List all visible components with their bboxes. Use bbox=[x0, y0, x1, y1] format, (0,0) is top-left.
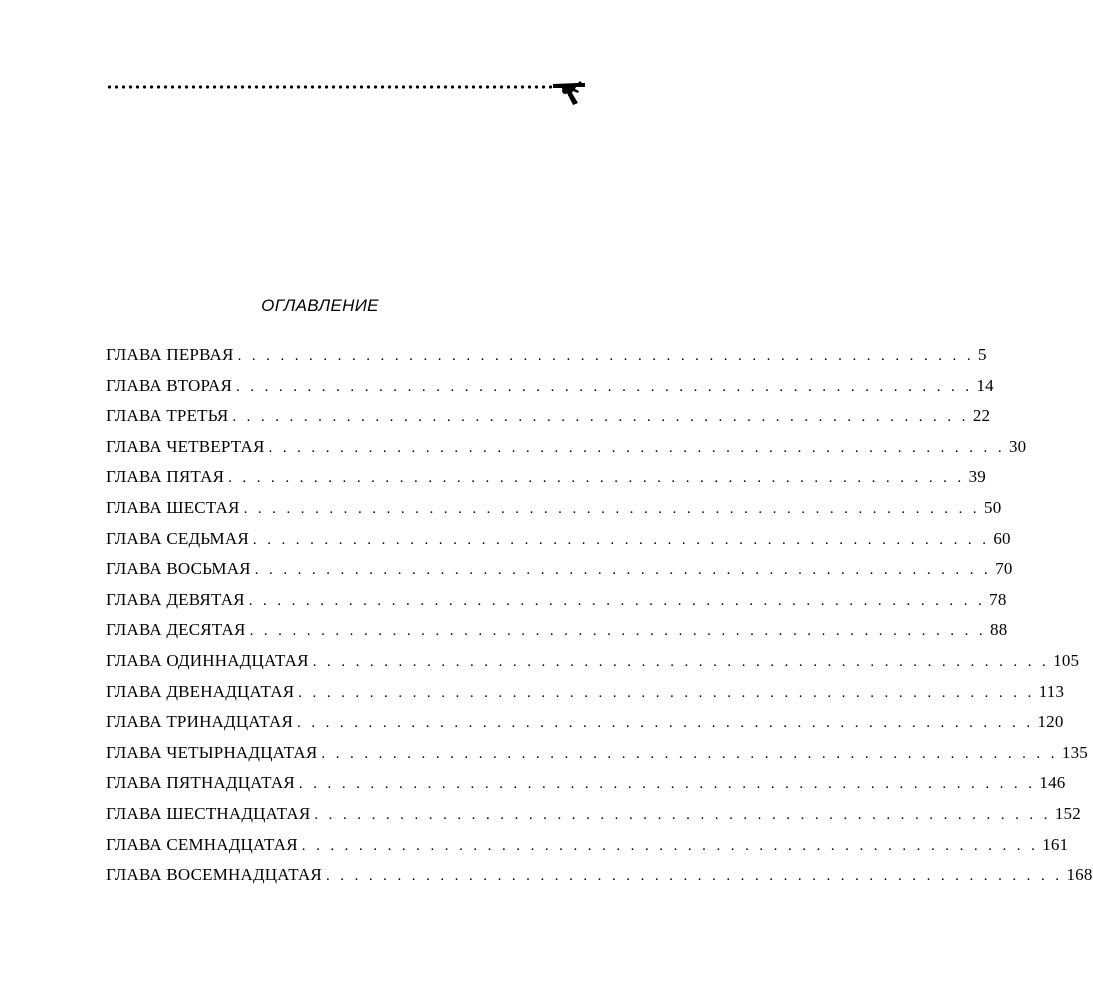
toc-entry-label: ГЛАВА ПЕРВАЯ bbox=[106, 345, 234, 364]
toc-entry-page: 78 bbox=[989, 589, 1007, 609]
toc-entry-page: 135 bbox=[1061, 742, 1088, 762]
toc-leader: . . . . . . . . . . . . . . . . . . . . . . . . . . . . . . . . . . . . . . . . . . . . . . . . . . . . bbox=[321, 745, 1058, 762]
toc-entry-label: ГЛАВА ПЯТАЯ bbox=[106, 467, 225, 487]
toc-leader: . . . . . . . . . . . . . . . . . . . . . . . . . . . . . . . . . . . . . . . . . . . . . . . . . . . . bbox=[243, 500, 981, 517]
toc-entry[interactable] bbox=[106, 401, 991, 432]
toc-entry-label: ГЛАВА ДЕСЯТАЯ bbox=[106, 620, 246, 640]
toc-entry[interactable] bbox=[106, 799, 1081, 830]
toc-entry[interactable] bbox=[106, 554, 1013, 585]
toc-leader: . . . . . . . . . . . . . . . . . . . . . . . . . . . . . . . . . . . . . . . . . . . . . . . . . . . . bbox=[297, 715, 1034, 732]
toc-entry-page: 14 bbox=[976, 375, 994, 395]
revolver-icon bbox=[551, 78, 591, 108]
toc-entry-page: 113 bbox=[1038, 681, 1065, 701]
toc-list bbox=[106, 340, 1093, 891]
toc-entry-label: ГЛАВА ШЕСТНАДЦАТАЯ bbox=[106, 803, 311, 823]
toc-leader: . . . . . . . . . . . . . . . . . . . . . . . . . . . . . . . . . . . . . . . . . . . . . . . . . . . . bbox=[237, 348, 975, 364]
toc-entry-page: 168 bbox=[1066, 865, 1093, 885]
toc-entry-label: ГЛАВА ВОСЕМНАДЦАТАЯ bbox=[106, 865, 322, 885]
toc-entry-label: ГЛАВА ЧЕТЫРНАДЦАТАЯ bbox=[106, 742, 318, 762]
toc-entry-page: 50 bbox=[984, 497, 1002, 517]
toc-entry[interactable] bbox=[106, 615, 1008, 646]
toc-entry-label: ГЛАВА ДВЕНАДЦАТАЯ bbox=[106, 681, 295, 701]
toc-entry-label: ГЛАВА ОДИННАДЦАТАЯ bbox=[106, 650, 309, 670]
toc-entry[interactable] bbox=[106, 585, 1007, 616]
toc-entry[interactable] bbox=[106, 462, 986, 493]
toc-entry-label: ГЛАВА СЕДЬМАЯ bbox=[106, 528, 249, 548]
toc-leader: . . . . . . . . . . . . . . . . . . . . . . . . . . . . . . . . . . . . . . . . . . . . . . . . . . . . bbox=[236, 378, 973, 395]
toc-entry-page: 22 bbox=[972, 406, 991, 426]
toc-entry-label: ГЛАВА СЕМНАДЦАТАЯ bbox=[106, 834, 298, 854]
toc-entry[interactable] bbox=[106, 371, 994, 402]
toc-entry-page: 88 bbox=[990, 620, 1008, 640]
toc-entry-page: 60 bbox=[993, 528, 1011, 548]
toc-entry-label: ГЛАВА ПЯТНАДЦАТАЯ bbox=[106, 773, 295, 793]
toc-entry[interactable] bbox=[106, 830, 1069, 861]
toc-entry[interactable] bbox=[106, 524, 1011, 555]
toc-leader: . . . . . . . . . . . . . . . . . . . . . . . . . . . . . . . . . . . . . . . . . . . . . . . . . . . . bbox=[254, 562, 992, 579]
toc-entry[interactable] bbox=[106, 493, 1002, 524]
toc-entry-label: ГЛАВА ЧЕТВЕРТАЯ bbox=[106, 436, 265, 456]
toc-leader: . . . . . . . . . . . . . . . . . . . . . . . . . . . . . . . . . . . . . . . . . . . . . . . . . . . . bbox=[312, 653, 1050, 670]
toc-title: ОГЛАВЛЕНИЕ bbox=[261, 296, 379, 315]
toc-entry-label: ГЛАВА ШЕСТАЯ bbox=[106, 497, 240, 517]
toc-entry-label: ГЛАВА ТРЕТЬЯ bbox=[106, 406, 229, 426]
toc-leader: . . . . . . . . . . . . . . . . . . . . . . . . . . . . . . . . . . . . . . . . . . . . . . . . . . . . bbox=[252, 531, 990, 548]
toc-entry-page: 161 bbox=[1042, 834, 1069, 854]
toc-leader: . . . . . . . . . . . . . . . . . . . . . . . . . . . . . . . . . . . . . . . . . . . . . . . . . . . . bbox=[249, 623, 987, 640]
toc-entry-page: 70 bbox=[995, 559, 1013, 579]
toc-entry-label: ГЛАВА ВОСЬМАЯ bbox=[106, 559, 251, 579]
header-dotted-rule bbox=[106, 84, 552, 90]
toc-entry[interactable] bbox=[106, 860, 1093, 891]
toc-entry[interactable] bbox=[106, 340, 987, 371]
toc-entry[interactable] bbox=[106, 646, 1080, 677]
toc-entry-page: 30 bbox=[1008, 436, 1027, 456]
toc-entry[interactable] bbox=[106, 707, 1064, 738]
toc-leader: . . . . . . . . . . . . . . . . . . . . . . . . . . . . . . . . . . . . . . . . . . . . . . . . . . . . bbox=[232, 409, 969, 426]
toc-leader: . . . . . . . . . . . . . . . . . . . . . . . . . . . . . . . . . . . . . . . . . . . . . . . . . . . . bbox=[325, 868, 1063, 885]
toc-entry-page: 39 bbox=[968, 467, 986, 487]
toc-leader: . . . . . . . . . . . . . . . . . . . . . . . . . . . . . . . . . . . . . . . . . . . . . . . . . . . . bbox=[298, 684, 1035, 701]
toc-leader: . . . . . . . . . . . . . . . . . . . . . . . . . . . . . . . . . . . . . . . . . . . . . . . . . . . . bbox=[301, 837, 1039, 854]
toc-leader: . . . . . . . . . . . . . . . . . . . . . . . . . . . . . . . . . . . . . . . . . . . . . . . . . . . . bbox=[298, 776, 1036, 793]
toc-entry-label: ГЛАВА ВТОРАЯ bbox=[106, 375, 232, 395]
toc-entry-page: 120 bbox=[1037, 712, 1064, 732]
toc-entry-label: ГЛАВА ТРИНАДЦАТАЯ bbox=[106, 712, 294, 732]
toc-entry-page: 146 bbox=[1039, 773, 1066, 793]
toc-entry[interactable] bbox=[106, 677, 1065, 708]
toc-leader: . . . . . . . . . . . . . . . . . . . . . . . . . . . . . . . . . . . . . . . . . . . . . . . . . . . . bbox=[228, 470, 965, 487]
toc-entry-page: 105 bbox=[1053, 650, 1080, 670]
toc-leader: . . . . . . . . . . . . . . . . . . . . . . . . . . . . . . . . . . . . . . . . . . . . . . . . . . . . bbox=[248, 592, 986, 609]
toc-entry[interactable] bbox=[106, 738, 1088, 769]
toc-leader: . . . . . . . . . . . . . . . . . . . . . . . . . . . . . . . . . . . . . . . . . . . . . . . . . . . . bbox=[314, 806, 1051, 823]
toc-entry[interactable] bbox=[106, 432, 1027, 463]
toc-entry-page: 152 bbox=[1054, 803, 1081, 823]
toc-leader: . . . . . . . . . . . . . . . . . . . . . . . . . . . . . . . . . . . . . . . . . . . . . . . . . . . . bbox=[268, 439, 1005, 456]
toc-entry-label: ГЛАВА ДЕВЯТАЯ bbox=[106, 589, 245, 609]
toc-entry[interactable] bbox=[106, 768, 1066, 799]
toc-entry-page: 5 bbox=[978, 345, 987, 364]
